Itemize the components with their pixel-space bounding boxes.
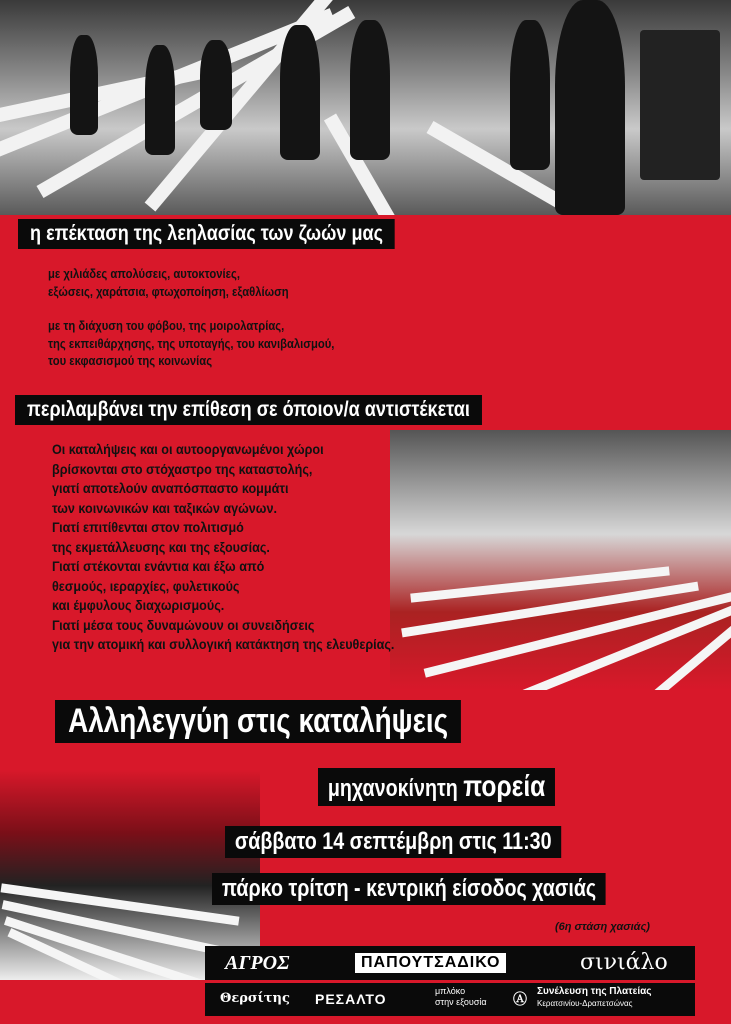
- logo-syneleusi-line: Κερατσινίου-Δραπετσώνας: [537, 999, 633, 1008]
- text-line: με τη διάχυση του φόβου, της μοιρολατρίας,: [48, 319, 285, 333]
- logo-thersitis: Θερσίτης: [220, 991, 290, 1006]
- event-march-prefix: μηχανοκίνητη: [327, 775, 458, 802]
- logo-bloko-line: στην εξουσία: [435, 997, 487, 1007]
- heading-attack-resisters-text: περιλαμβάνει την επίθεση σε όποιον/α αντιστέκεται: [27, 398, 470, 421]
- event-date: [225, 826, 561, 858]
- logo-bloko: [435, 986, 487, 1008]
- text-line: για την ατομική και συλλογική κατάκτηση της ελευθερίας.: [52, 636, 395, 652]
- heading-attack-resisters: [15, 395, 482, 425]
- text-line: των κοινωνικών και ταξικών αγώνων.: [52, 499, 277, 516]
- text-line: θεσμούς, ιεραρχίες, φυλετικούς: [52, 577, 240, 594]
- text-line: Οι καταλήψεις και οι αυτοοργανωμένοι χώροι: [52, 441, 324, 457]
- logo-sinialo: σινιάλο: [580, 950, 668, 975]
- event-place: [212, 873, 606, 905]
- text-line: και έμφυλους διαχωρισμούς.: [52, 597, 225, 613]
- text-line: της εκπειθάρχησης, της υποταγής, του κανιβαλισμού,: [48, 336, 335, 351]
- paragraph-consequences: [48, 266, 289, 301]
- heading-looting-expansion-text: η επέκταση της λεηλασίας των ζωών μας: [30, 222, 384, 245]
- text-line: Γιατί επιτίθενται στον πολιτισμό: [52, 519, 244, 535]
- street-photo-middle: [390, 430, 731, 690]
- event-march: [318, 768, 555, 806]
- street-photo-top: [0, 0, 731, 215]
- text-line: Γιατί στέκονται ενάντια και έξω από: [52, 558, 265, 574]
- text-line: εξώσεις, χαράτσια, φτωχοποίηση, εξαθλίωση: [48, 284, 289, 299]
- logo-agros: ΑΓΡΟΣ: [225, 952, 290, 974]
- organizer-logos: [205, 946, 695, 1018]
- logo-resalto: ΡΕΣΑΛΤΟ: [315, 991, 387, 1007]
- text-line: με χιλιάδες απολύσεις, αυτοκτονίες,: [48, 267, 240, 281]
- text-line: βρίσκονται στο στόχαστρο της καταστολής,: [52, 460, 313, 477]
- text-line: Γιατί μέσα τους δυναμώνουν οι συνειδήσεις: [52, 616, 315, 633]
- event-date-text: σάββατο 14 σεπτέμβρη στις 11:30: [234, 828, 552, 855]
- logo-syneleusi-line: Συνέλευση της Πλατείας: [537, 986, 652, 997]
- event-march-emphasis: πορεία: [463, 770, 546, 803]
- text-line: γιατί αποτελούν αναπόσπαστο κομμάτι: [52, 480, 289, 496]
- paragraph-fear: [48, 318, 334, 371]
- headline-solidarity-text: Αλληλεγγύη στις καταλήψεις: [68, 702, 449, 740]
- logo-papoutsadiko: ΠΑΠΟΥΤΣΑΔΙΚΟ: [355, 953, 506, 973]
- event-place-text: πάρκο τρίτση - κεντρική είσοδος χασιάς: [221, 875, 597, 902]
- anarchy-icon: Ⓐ: [513, 991, 527, 1007]
- paragraph-squats: [52, 440, 394, 655]
- text-line: του εκφασισμού της κοινωνίας: [48, 354, 213, 368]
- logo-bloko-line: μπλόκο: [435, 986, 466, 996]
- logo-syneleusi: [537, 986, 651, 1010]
- heading-looting-expansion: [18, 219, 395, 249]
- text-line: της εκμετάλλευσης και της εξουσίας.: [52, 538, 270, 555]
- event-stop-note: (6η στάση χασιάς): [555, 921, 650, 933]
- headline-solidarity: [55, 700, 461, 743]
